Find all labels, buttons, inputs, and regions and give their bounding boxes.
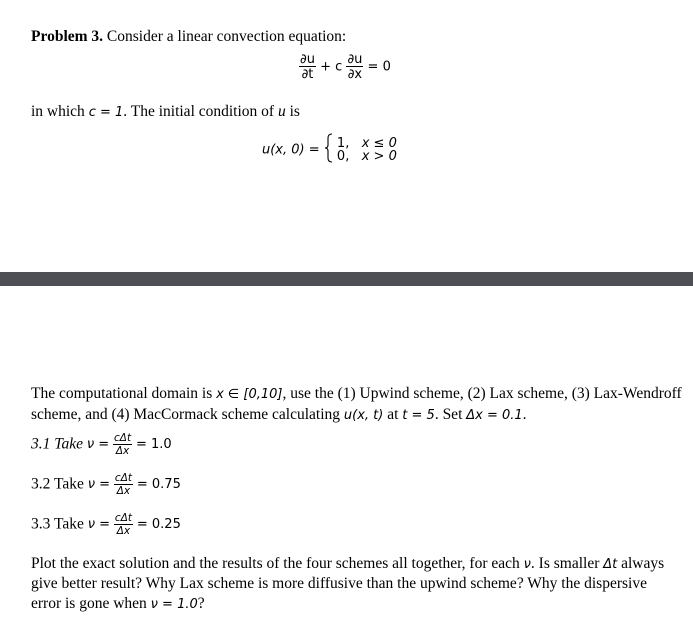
initial-condition (262, 133, 397, 167)
ic-case-2: 0, x > 0 (336, 149, 397, 164)
ic-case-1: 1, x ≤ 0 (336, 136, 397, 151)
case-3-1: 3.1 Take ν = $\frac{\text{cΔt}}{\Delta x}$ = 1.0 (31, 432, 172, 457)
ic-cases (337, 137, 397, 163)
question-line-3: error is gone when ν = 1.0? (31, 595, 205, 612)
task-line-2: scheme, and (4) MacCormack scheme calculating u(x, t) at t = 5. Set Δx = 0.1. (31, 406, 527, 423)
ic-lhs: u(x, 0) = (262, 142, 320, 158)
c-equals-1: c = 1 (88, 105, 124, 120)
case-3-3: 3.3 Take ν = $\frac{\text{cΔt}}{\Delta x}$ = 0.25 (31, 512, 181, 537)
brace-icon (324, 133, 333, 167)
problem-heading (31, 28, 346, 46)
courant-fraction: $\frac{\text{cΔt}}{\Delta x}$ (114, 472, 132, 497)
eq-rhs: = 0 (367, 59, 391, 75)
question-line-1: Plot the exact solution and the results of the four schemes all together, for each ν. Is smaller Δt always (31, 555, 665, 572)
condition-line: in which c = 1. The initial condition of u is (31, 103, 300, 120)
problem-intro: Consider a linear convection equation: (103, 28, 347, 45)
courant-fraction: $\frac{\text{cΔt}}{\Delta x}$ (114, 432, 132, 457)
problem-label: Problem 3. (31, 28, 104, 45)
pde-equation (299, 53, 391, 81)
courant-fraction: $\frac{\text{cΔt}}{\Delta x}$ (114, 512, 132, 537)
du-dx-fraction: $\frac{\partial u}{\partial x}$ (347, 52, 363, 82)
case-3-2: 3.2 Take ν = $\frac{\text{cΔt}}{\Delta x}$ = 0.75 (31, 472, 181, 497)
task-line-1: The computational domain is x ∈ [0,10], use the (1) Upwind scheme, (2) Lax scheme, (3) Lax-Wendroff (31, 385, 682, 402)
plus-c: + c (320, 59, 343, 75)
du-dt-fraction: $\frac{\partial u}{\partial t}$ (300, 52, 315, 82)
page-divider (0, 272, 693, 286)
question-line-2: give better result? Why Lax scheme is more diffusive than the upwind scheme? Why the dispersive (31, 575, 647, 592)
